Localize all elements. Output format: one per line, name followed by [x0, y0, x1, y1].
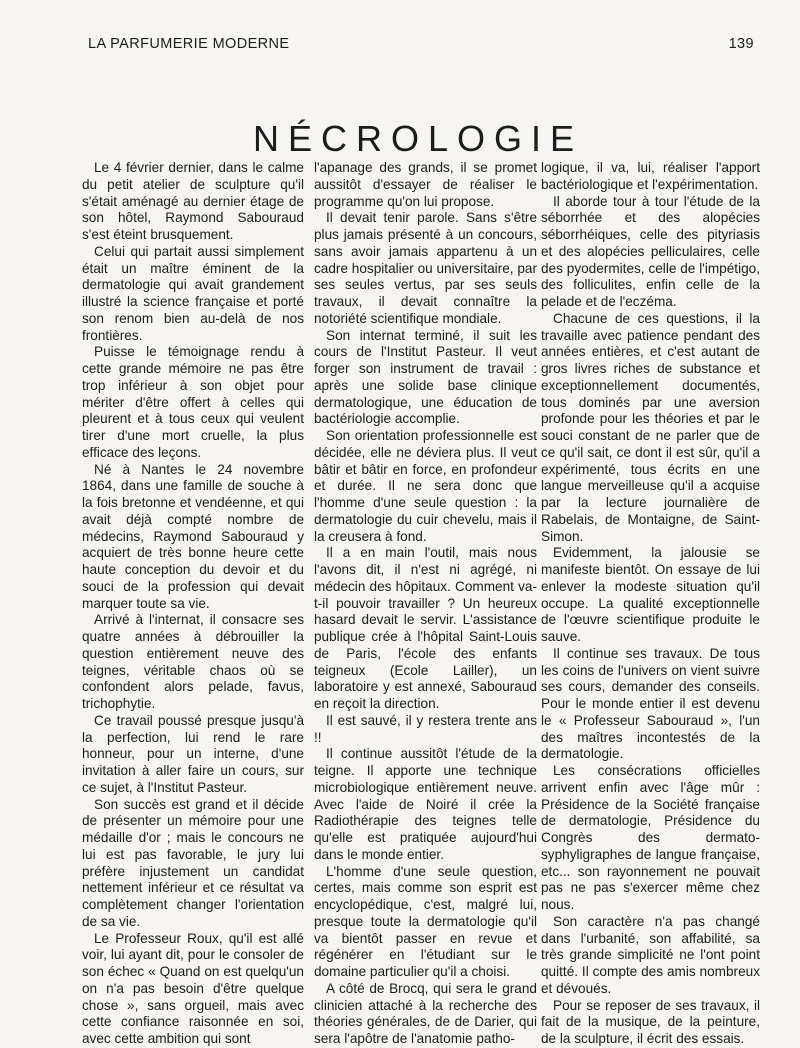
article-title: NÉCROLOGIE — [252, 118, 584, 160]
page-number: 139 — [728, 36, 754, 52]
paragraph: Puisse le témoignage rendu à cette grande mémoire ne pas être trop inférieur à son objet pour mériter d'être offert à celles qui pleurent et à tous ceux qui veulent tirer d'une mort cruelle, la plus efficace des leçons. — [82, 344, 304, 460]
paragraph: Celui qui partait aussi simplement était un maître éminent de la dermatologie qui avait grandement illustré la science française et porté son renom bien au-delà de nos frontières. — [82, 243, 304, 343]
paragraph-continued: l'apanage des grands, il se promet aussitôt d'essayer de réaliser le programme qu'on lui propose. — [314, 160, 537, 209]
paragraph: Son caractère n'a pas changé dans l'urbanité, son affabilité, sa très grande simplicité ne l'ont point quitté. Il compte des amis nombreux et dévoués. — [541, 913, 760, 996]
paragraph: Ce travail poussé presque jusqu'à la perfection, lui rend le rare honneur, pour un interne, d'une invitation à aller faire un cours, sur ce sujet, à l'Institut Pasteur. — [82, 712, 304, 795]
paragraph: Son internat terminé, il suit les cours de l'Institut Pasteur. Il veut forger son instrument de travail : après une solide base clinique dermatologique, une éducation de bactériologie accomplie. — [314, 327, 537, 427]
running-header — [88, 36, 758, 52]
paragraph: Il est sauvé, il y restera trente ans !! — [314, 712, 537, 745]
paragraph: Il continue ses travaux. De tous les coins de l'univers on vient suivre ses cours, demander des conseils. Pour le monde entier il est devenu le « Professeur Sabouraud », l'un des maîtres incontestés de la dermatologie. — [541, 645, 760, 762]
publication-title: LA PARFUMERIE MODERNE — [88, 36, 290, 52]
paragraph: Son succès est grand et il décide de présenter un mémoire pour une médaille d'or ; mais le concours ne lui est pas favorable, le jury lui préfère injustement un candidat nettement inférieur et ce résultat va complètement changer l'orientation de sa vie. — [82, 796, 304, 929]
paragraph: Les consécrations officielles arrivent enfin avec l'âge mûr : Présidence de la Société française de dermatologie, Présidence du Congrès des dermato-syphyligraphes de langue française, etc... son rayonnement ne pouvait pas ne pas s'exercer même chez nous. — [541, 763, 760, 912]
paragraph: Il continue aussitôt l'étude de la teigne. Il apporte une technique microbiologique entièrement neuve. Avec l'aide de Noiré il crée la Radiothérapie des teignes telle qu'elle est pratiquée aujourd'hui dans le monde entier. — [314, 746, 537, 862]
paragraph: L'homme d'une seule question, certes, mais comme son esprit est encyclopédique, c'est, malgré lui, presque toute la dermatologie qu'il va bientôt passer en revue et régénérer en l'étudiant sur le domaine particulier qu'il a choisi. — [314, 863, 537, 979]
paragraph: Il a en main l'outil, mais nous l'avons dit, il n'est ni agrégé, ni médecin des hôpitaux. Comment va-t-il pouvoir travailler ? Un heureux hasard devait le servir. L'assistance publique crée à l'hôpital Saint-Louis de Paris, l'école des enfants teigneux (Ecole Lailler), un laboratoire y est annexé, Sabouraud en reçoit la direction. — [314, 545, 537, 711]
paragraph: Evidemment, la jalousie se manifeste bientôt. On essaye de lui enlever la modeste situation qu'il occupe. La qualité exceptionnelle de l'œuvre scientifique produite le sauve. — [541, 545, 760, 644]
paragraph: Le Professeur Roux, qu'il est allé voir, lui ayant dit, pour le consoler de son échec « Quand on est quelqu'un on n'a pas besoin d'être quelque chose », sans orgueil, mais avec cette confiance raisonnée en soi, avec cette ambition qui sont — [82, 930, 304, 1046]
column-2 — [314, 160, 537, 1048]
paragraph: A côté de Brocq, qui sera le grand clinicien attaché à la recherche des théories générales, de de Darier, qui sera l'apôtre de l'anatomie patho- — [314, 980, 537, 1046]
paragraph: Pour se reposer de ses travaux, il fait de la musique, de la peinture, de la sculpture, il écrit des essais. — [541, 997, 760, 1046]
paragraph: Il aborde tour à tour l'étude de la séborrhée et des alopécies séborrhéiques, celle des pityriasis et des alopécies pelliculaires, celle des pyodermites, celle de l'impétigo, des folliculites, enfin celle de la pelade et de l'eczéma. — [541, 193, 760, 309]
column-1 — [82, 160, 304, 1048]
paragraph: Né à Nantes le 24 novembre 1864, dans une famille de souche à la fois bretonne et vendéenne, et qui avait déjà compté nombre de médecins, Raymond Sabouraud y acquiert de très bonne heure cette haute conception du devoir et du souci de la profession qui devait marquer toute sa vie. — [82, 461, 304, 611]
paragraph: Il devait tenir parole. Sans s'être plus jamais présenté à un concours, sans avoir jamais appartenu à un cadre hospitalier ou universitaire, par ses seules vertus, par ses seuls travaux, il devait connaître la notoriété scientifique mondiale. — [314, 210, 537, 326]
paragraph: Le 4 février dernier, dans le calme du petit atelier de sculpture qu'il s'était aménagé au dernier étage de son hôtel, Raymond Sabouraud s'est éteint brusquement. — [82, 160, 304, 242]
paragraph: Son orientation professionnelle est décidée, elle ne déviera plus. Il veut bâtir et bâtir en force, en profondeur et durée. Il ne sera donc que l'homme d'une seule question : la dermatologie du cuir chevelu, mais il la creusera à fond. — [314, 428, 537, 544]
paragraph: Arrivé à l'internat, il consacre ses quatre années à débrouiller la question entièrement neuve des teignes, véritable chaos où se confondent alors pelade, favus, trichophytie. — [82, 612, 304, 711]
column-3 — [541, 160, 760, 1048]
paragraph: Chacune de ces questions, il la travaille avec patience pendant des années entières, et c'est autant de gros livres riches de substance et exceptionnellement documentés, tous dominés par une aversion profonde pour les théories et par le souci constant de ne parler que de ce qu'il sait, ce dont il est sûr, qu'il a expérimenté, tous écrits en une langue merveilleuse qu'il a acquise par la lecture journalière de Rabelais, de Montaigne, de Saint-Simon. — [541, 310, 760, 544]
paragraph-continued: logique, il va, lui, réaliser l'apport bactériologique et l'expérimentation. — [541, 160, 760, 192]
